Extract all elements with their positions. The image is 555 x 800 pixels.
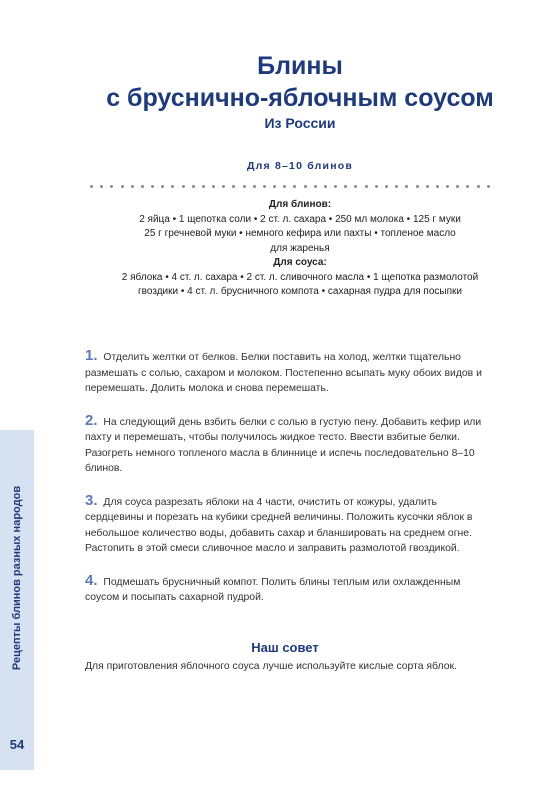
step-number: 2. (85, 411, 98, 429)
step-text: Отделить желтки от белков. Белки поставить на холод, желтки тщательно размешать с солью, сахаром и молоком. Постепенно всыпать муку обоих видов и перемешать. Долить молока и снова перемешать. (85, 352, 482, 394)
pancakes-ingredients-line: 2 яйца • 1 щепотка соли • 2 ст. л. сахара • 250 мл молока • 125 г муки (139, 213, 461, 225)
step-item (85, 493, 485, 557)
pancakes-ingredients-line: 25 г гречневой муки • немного кефира или пахты • топленое масло (144, 228, 456, 239)
step-item (85, 573, 485, 606)
step-number: 3. (85, 491, 98, 509)
recipe-title (60, 50, 540, 114)
dotted-divider (90, 180, 490, 192)
step-text: Для соуса разрезать яблоки на 4 части, очистить от кожуры, удалить сердцевины и порезать на кубики средней величины. Положить кусочки яблок в небольшое количество воды, добавить сахар и бланшировать на среднем огне. Растопить в этой смеси сливочное масло и заправить размолотой гвоздикой. (85, 496, 473, 554)
sauce-header: Для соуса: (273, 257, 327, 268)
step-item (85, 413, 485, 477)
chapter-sidebar-label: Рецепты блинов разных народов (11, 485, 23, 671)
sauce-ingredients-line: гвоздики • 4 ст. л. брусничного компота • сахарная пудра для посыпки (138, 286, 462, 297)
step-text: Подмешать брусничный компот. Полить блины теплым или охлажденным соусом и посыпать сахарной пудрой. (85, 576, 461, 603)
recipe-title-line2: с бруснично-яблочным соусом (106, 84, 494, 112)
step-number: 1. (85, 347, 98, 364)
step-item (85, 348, 485, 397)
pancakes-header: Для блинов: (268, 199, 332, 210)
recipe-title-line1: Блины (257, 52, 343, 80)
tip-title: Наш совет (251, 640, 319, 655)
page-number: 54 (9, 737, 25, 752)
sauce-ingredients-line: 2 яблока • 4 ст. л. сахара • 2 ст. л. сливочного масла • 1 щепотка размолотой (121, 271, 479, 283)
servings-label: Для 8–10 блинов (246, 160, 354, 172)
recipe-origin: Из России (264, 115, 336, 131)
ingredients-block (60, 198, 540, 300)
step-text: На следующий день взбить белки с солью в густую пену. Добавить кефир или пахту и перемешать, чтобы получилось жидкое тесто. Ввести взбитые белки. Разогреть немного топленого масла в блиннице и испечь последовательно 8–10 блинов. (85, 416, 482, 474)
step-number: 4. (85, 571, 98, 589)
steps-list (85, 348, 485, 622)
tip-text: Для приготовления яблочного соуса лучше используйте кислые сорта яблок. (85, 661, 457, 672)
pancakes-ingredients-line: для жаренья (270, 242, 330, 254)
